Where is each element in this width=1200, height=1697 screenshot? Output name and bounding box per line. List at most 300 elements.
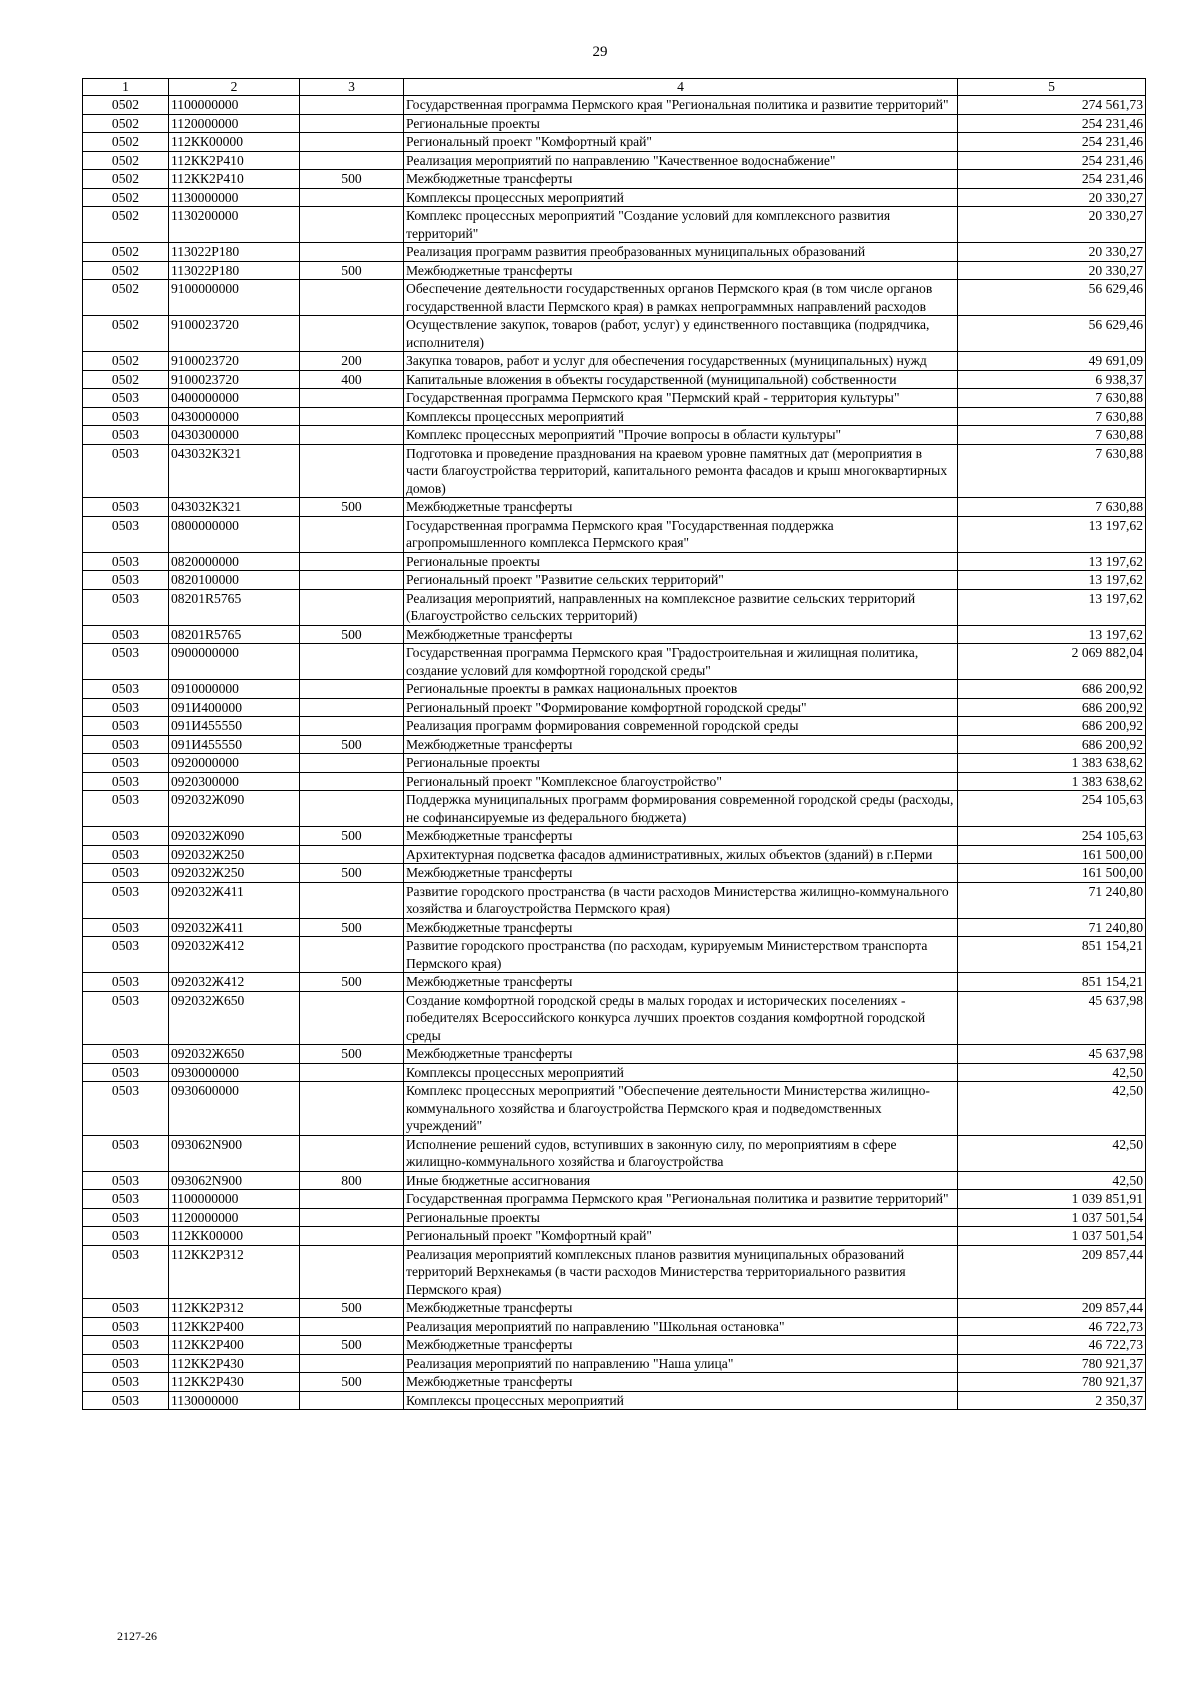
cell-description: Межбюджетные трансферты [404, 1373, 958, 1392]
cell-target-article: 0920000000 [169, 754, 300, 773]
table-row [83, 444, 1146, 498]
cell-expense-type: 500 [300, 261, 404, 280]
cell-amount: 49 691,09 [958, 352, 1146, 371]
cell-target-article: 112КК2Р400 [169, 1336, 300, 1355]
cell-target-article: 0900000000 [169, 644, 300, 680]
cell-expense-type: 500 [300, 1045, 404, 1064]
cell-amount: 42,50 [958, 1135, 1146, 1171]
cell-section: 0503 [83, 845, 169, 864]
cell-section: 0503 [83, 426, 169, 445]
cell-amount: 1 383 638,62 [958, 754, 1146, 773]
cell-amount: 56 629,46 [958, 316, 1146, 352]
table-row [83, 680, 1146, 699]
table-row [83, 1227, 1146, 1246]
cell-amount: 56 629,46 [958, 280, 1146, 316]
cell-section: 0503 [83, 1135, 169, 1171]
cell-section: 0503 [83, 516, 169, 552]
cell-expense-type [300, 1208, 404, 1227]
cell-section: 0503 [83, 698, 169, 717]
cell-section: 0503 [83, 1045, 169, 1064]
cell-description: Реализация мероприятий по направлению "Наша улица" [404, 1354, 958, 1373]
cell-section: 0502 [83, 370, 169, 389]
cell-expense-type [300, 1063, 404, 1082]
cell-amount: 71 240,80 [958, 882, 1146, 918]
cell-section: 0503 [83, 444, 169, 498]
cell-description: Межбюджетные трансферты [404, 625, 958, 644]
cell-target-article: 091И400000 [169, 698, 300, 717]
cell-expense-type [300, 1227, 404, 1246]
budget-table [82, 78, 1146, 1410]
cell-description: Архитектурная подсветка фасадов административных, жилых объектов (зданий) в г.Перми [404, 845, 958, 864]
cell-section: 0503 [83, 754, 169, 773]
cell-section: 0503 [83, 1373, 169, 1392]
cell-amount: 254 105,63 [958, 827, 1146, 846]
cell-amount: 13 197,62 [958, 625, 1146, 644]
cell-description: Реализация мероприятий, направленных на комплексное развитие сельских территорий (Благоустройство сельских территорий) [404, 589, 958, 625]
cell-section: 0503 [83, 1391, 169, 1410]
column-header-section: 1 [83, 79, 169, 96]
cell-expense-type [300, 937, 404, 973]
cell-description: Региональный проект "Комплексное благоустройство" [404, 772, 958, 791]
cell-description: Межбюджетные трансферты [404, 1336, 958, 1355]
cell-target-article: 112КК2Р430 [169, 1373, 300, 1392]
table-row [83, 1354, 1146, 1373]
cell-amount: 13 197,62 [958, 589, 1146, 625]
cell-target-article: 092032Ж412 [169, 973, 300, 992]
cell-section: 0502 [83, 207, 169, 243]
cell-expense-type [300, 407, 404, 426]
cell-section: 0503 [83, 791, 169, 827]
cell-section: 0503 [83, 882, 169, 918]
cell-target-article: 112КК2Р410 [169, 151, 300, 170]
cell-section: 0503 [83, 1336, 169, 1355]
cell-section: 0503 [83, 1082, 169, 1136]
cell-amount: 7 630,88 [958, 498, 1146, 517]
cell-target-article: 1100000000 [169, 96, 300, 115]
cell-target-article: 092032Ж412 [169, 937, 300, 973]
cell-expense-type [300, 1354, 404, 1373]
cell-target-article: 112КК2Р312 [169, 1299, 300, 1318]
cell-amount: 686 200,92 [958, 735, 1146, 754]
cell-expense-type [300, 680, 404, 699]
cell-amount: 686 200,92 [958, 698, 1146, 717]
cell-description: Капитальные вложения в объекты государственной (муниципальной) собственности [404, 370, 958, 389]
cell-description: Государственная программа Пермского края "Пермский край - территория культуры" [404, 389, 958, 408]
cell-amount: 1 039 851,91 [958, 1190, 1146, 1209]
column-header-target-article: 2 [169, 79, 300, 96]
cell-description: Комплекс процессных мероприятий "Прочие вопросы в области культуры" [404, 426, 958, 445]
table-row [83, 243, 1146, 262]
cell-expense-type [300, 644, 404, 680]
cell-expense-type [300, 754, 404, 773]
table-row [83, 1190, 1146, 1209]
cell-section: 0502 [83, 188, 169, 207]
column-header-expense-type: 3 [300, 79, 404, 96]
table-row [83, 207, 1146, 243]
cell-section: 0503 [83, 1063, 169, 1082]
cell-target-article: 9100023720 [169, 316, 300, 352]
cell-section: 0503 [83, 735, 169, 754]
cell-amount: 13 197,62 [958, 571, 1146, 590]
column-header-description: 4 [404, 79, 958, 96]
table-row [83, 644, 1146, 680]
cell-section: 0502 [83, 114, 169, 133]
cell-target-article: 092032Ж250 [169, 845, 300, 864]
cell-target-article: 0930600000 [169, 1082, 300, 1136]
cell-target-article: 092032Ж250 [169, 864, 300, 883]
cell-expense-type [300, 188, 404, 207]
table-row [83, 864, 1146, 883]
cell-expense-type [300, 552, 404, 571]
cell-section: 0502 [83, 133, 169, 152]
cell-amount: 42,50 [958, 1082, 1146, 1136]
cell-amount: 42,50 [958, 1063, 1146, 1082]
cell-section: 0503 [83, 864, 169, 883]
cell-amount: 42,50 [958, 1171, 1146, 1190]
table-row [83, 261, 1146, 280]
cell-target-article: 9100023720 [169, 370, 300, 389]
cell-expense-type [300, 1082, 404, 1136]
cell-expense-type: 500 [300, 1299, 404, 1318]
cell-expense-type: 800 [300, 1171, 404, 1190]
cell-expense-type [300, 151, 404, 170]
cell-section: 0503 [83, 407, 169, 426]
cell-description: Государственная программа Пермского края "Региональная политика и развитие территорий" [404, 96, 958, 115]
table-row [83, 918, 1146, 937]
table-row [83, 1336, 1146, 1355]
cell-amount: 254 231,46 [958, 114, 1146, 133]
cell-amount: 254 105,63 [958, 791, 1146, 827]
cell-amount: 780 921,37 [958, 1373, 1146, 1392]
cell-target-article: 1130200000 [169, 207, 300, 243]
table-row [83, 589, 1146, 625]
cell-section: 0502 [83, 243, 169, 262]
cell-expense-type [300, 133, 404, 152]
cell-description: Межбюджетные трансферты [404, 1045, 958, 1064]
cell-amount: 20 330,27 [958, 261, 1146, 280]
cell-expense-type [300, 114, 404, 133]
table-row [83, 498, 1146, 517]
cell-description: Комплексы процессных мероприятий [404, 1063, 958, 1082]
cell-expense-type [300, 1391, 404, 1410]
cell-description: Комплексы процессных мероприятий [404, 1391, 958, 1410]
cell-description: Региональные проекты в рамках национальных проектов [404, 680, 958, 699]
cell-description: Комплексы процессных мероприятий [404, 188, 958, 207]
cell-amount: 46 722,73 [958, 1317, 1146, 1336]
cell-description: Поддержка муниципальных программ формирования современной городской среды (расходы, не софинансируемые из федерального бюджета) [404, 791, 958, 827]
cell-section: 0503 [83, 772, 169, 791]
cell-target-article: 112КК2Р400 [169, 1317, 300, 1336]
cell-target-article: 043032К321 [169, 444, 300, 498]
cell-amount: 46 722,73 [958, 1336, 1146, 1355]
cell-expense-type [300, 717, 404, 736]
table-row [83, 882, 1146, 918]
cell-target-article: 0820100000 [169, 571, 300, 590]
cell-target-article: 9100023720 [169, 352, 300, 371]
table-row [83, 1135, 1146, 1171]
cell-target-article: 0430000000 [169, 407, 300, 426]
cell-expense-type [300, 516, 404, 552]
cell-section: 0503 [83, 717, 169, 736]
cell-section: 0503 [83, 1227, 169, 1246]
table-row [83, 1045, 1146, 1064]
cell-target-article: 1130000000 [169, 1391, 300, 1410]
cell-section: 0503 [83, 680, 169, 699]
cell-expense-type [300, 882, 404, 918]
cell-target-article: 093062N900 [169, 1171, 300, 1190]
cell-expense-type [300, 243, 404, 262]
cell-target-article: 113022Р180 [169, 261, 300, 280]
table-row [83, 1317, 1146, 1336]
cell-target-article: 1130000000 [169, 188, 300, 207]
cell-expense-type: 500 [300, 864, 404, 883]
cell-description: Региональный проект "Комфортный край" [404, 133, 958, 152]
cell-target-article: 1120000000 [169, 114, 300, 133]
cell-expense-type [300, 1245, 404, 1299]
cell-target-article: 0430300000 [169, 426, 300, 445]
table-row [83, 1171, 1146, 1190]
cell-expense-type [300, 845, 404, 864]
cell-target-article: 1100000000 [169, 1190, 300, 1209]
table-row [83, 389, 1146, 408]
cell-amount: 20 330,27 [958, 243, 1146, 262]
cell-description: Межбюджетные трансферты [404, 864, 958, 883]
table-row [83, 280, 1146, 316]
table-row [83, 845, 1146, 864]
cell-target-article: 092032Ж411 [169, 918, 300, 937]
cell-amount: 7 630,88 [958, 444, 1146, 498]
cell-amount: 254 231,46 [958, 133, 1146, 152]
cell-section: 0503 [83, 918, 169, 937]
cell-description: Региональный проект "Формирование комфортной городской среды" [404, 698, 958, 717]
cell-expense-type: 500 [300, 973, 404, 992]
table-row [83, 407, 1146, 426]
cell-expense-type: 500 [300, 827, 404, 846]
cell-amount: 2 350,37 [958, 1391, 1146, 1410]
cell-section: 0503 [83, 571, 169, 590]
cell-expense-type [300, 772, 404, 791]
table-row [83, 516, 1146, 552]
column-header-amount: 5 [958, 79, 1146, 96]
cell-expense-type [300, 96, 404, 115]
cell-target-article: 0920300000 [169, 772, 300, 791]
cell-amount: 274 561,73 [958, 96, 1146, 115]
cell-description: Создание комфортной городской среды в малых городах и исторических поселениях - победителях Всероссийского конкурса лучших проектов создания комфортной городской среды [404, 991, 958, 1045]
cell-description: Межбюджетные трансферты [404, 170, 958, 189]
cell-description: Осуществление закупок, товаров (работ, услуг) у единственного поставщика (подрядчика, исполнителя) [404, 316, 958, 352]
cell-amount: 71 240,80 [958, 918, 1146, 937]
table-row [83, 426, 1146, 445]
cell-description: Закупка товаров, работ и услуг для обеспечения государственных (муниципальных) нужд [404, 352, 958, 371]
table-row [83, 973, 1146, 992]
cell-description: Региональный проект "Комфортный край" [404, 1227, 958, 1246]
table-header-row [83, 79, 1146, 96]
cell-section: 0503 [83, 973, 169, 992]
cell-target-article: 112КК2Р312 [169, 1245, 300, 1299]
cell-amount: 254 231,46 [958, 151, 1146, 170]
cell-expense-type: 500 [300, 735, 404, 754]
cell-section: 0502 [83, 352, 169, 371]
table-row [83, 1373, 1146, 1392]
table-row [83, 937, 1146, 973]
cell-target-article: 091И455550 [169, 735, 300, 754]
cell-section: 0502 [83, 316, 169, 352]
cell-description: Подготовка и проведение празднования на краевом уровне памятных дат (мероприятия в части благоустройства территорий, капитального ремонта фасадов и крыш многоквартирных домов) [404, 444, 958, 498]
cell-amount: 7 630,88 [958, 426, 1146, 445]
cell-target-article: 092032Ж650 [169, 991, 300, 1045]
table-row [83, 316, 1146, 352]
cell-expense-type [300, 589, 404, 625]
table-row [83, 827, 1146, 846]
cell-section: 0503 [83, 1317, 169, 1336]
cell-description: Исполнение решений судов, вступивших в законную силу, по мероприятиям в сфере жилищно-коммунального хозяйства и благоустройства [404, 1135, 958, 1171]
cell-expense-type [300, 1190, 404, 1209]
cell-expense-type: 500 [300, 1336, 404, 1355]
cell-description: Межбюджетные трансферты [404, 735, 958, 754]
cell-target-article: 091И455550 [169, 717, 300, 736]
cell-expense-type [300, 571, 404, 590]
table-row [83, 1391, 1146, 1410]
cell-target-article: 112КК00000 [169, 1227, 300, 1246]
cell-amount: 209 857,44 [958, 1299, 1146, 1318]
cell-expense-type: 500 [300, 625, 404, 644]
table-row [83, 370, 1146, 389]
cell-description: Комплекс процессных мероприятий "Создание условий для комплексного развития территорий" [404, 207, 958, 243]
cell-amount: 7 630,88 [958, 389, 1146, 408]
table-row [83, 1245, 1146, 1299]
cell-amount: 161 500,00 [958, 845, 1146, 864]
page-number: 29 [592, 44, 608, 60]
cell-amount: 45 637,98 [958, 1045, 1146, 1064]
cell-amount: 254 231,46 [958, 170, 1146, 189]
cell-expense-type [300, 791, 404, 827]
cell-amount: 851 154,21 [958, 973, 1146, 992]
cell-section: 0503 [83, 552, 169, 571]
cell-target-article: 092032Ж090 [169, 827, 300, 846]
cell-target-article: 093062N900 [169, 1135, 300, 1171]
table-row [83, 1082, 1146, 1136]
cell-description: Государственная программа Пермского края "Региональная политика и развитие территорий" [404, 1190, 958, 1209]
cell-description: Региональный проект "Развитие сельских территорий" [404, 571, 958, 590]
table-row [83, 552, 1146, 571]
cell-section: 0502 [83, 151, 169, 170]
table-row [83, 571, 1146, 590]
table-row [83, 754, 1146, 773]
cell-expense-type [300, 207, 404, 243]
cell-target-article: 0820000000 [169, 552, 300, 571]
cell-section: 0503 [83, 1245, 169, 1299]
cell-amount: 1 037 501,54 [958, 1227, 1146, 1246]
cell-description: Межбюджетные трансферты [404, 973, 958, 992]
table-body [83, 96, 1146, 1410]
cell-description: Межбюджетные трансферты [404, 498, 958, 517]
cell-description: Реализация программ формирования современной городской среды [404, 717, 958, 736]
table-row [83, 188, 1146, 207]
cell-description: Реализация программ развития преобразованных муниципальных образований [404, 243, 958, 262]
cell-amount: 1 383 638,62 [958, 772, 1146, 791]
cell-section: 0502 [83, 280, 169, 316]
table-row [83, 1208, 1146, 1227]
cell-amount: 13 197,62 [958, 552, 1146, 571]
cell-target-article: 1120000000 [169, 1208, 300, 1227]
cell-target-article: 112КК2Р430 [169, 1354, 300, 1373]
cell-amount: 161 500,00 [958, 864, 1146, 883]
table-row [83, 133, 1146, 152]
cell-target-article: 043032К321 [169, 498, 300, 517]
cell-description: Межбюджетные трансферты [404, 918, 958, 937]
cell-amount: 7 630,88 [958, 407, 1146, 426]
cell-section: 0503 [83, 589, 169, 625]
cell-section: 0503 [83, 1171, 169, 1190]
cell-amount: 686 200,92 [958, 717, 1146, 736]
cell-section: 0503 [83, 389, 169, 408]
cell-target-article: 0400000000 [169, 389, 300, 408]
table-row [83, 114, 1146, 133]
cell-section: 0503 [83, 1190, 169, 1209]
table-row [83, 717, 1146, 736]
table-row [83, 170, 1146, 189]
cell-amount: 780 921,37 [958, 1354, 1146, 1373]
cell-target-article: 08201R5765 [169, 589, 300, 625]
cell-amount: 45 637,98 [958, 991, 1146, 1045]
cell-expense-type: 500 [300, 1373, 404, 1392]
cell-expense-type [300, 444, 404, 498]
table-row [83, 352, 1146, 371]
cell-expense-type: 200 [300, 352, 404, 371]
cell-target-article: 08201R5765 [169, 625, 300, 644]
table-row [83, 1063, 1146, 1082]
cell-target-article: 113022Р180 [169, 243, 300, 262]
cell-amount: 20 330,27 [958, 188, 1146, 207]
cell-section: 0502 [83, 96, 169, 115]
cell-amount: 13 197,62 [958, 516, 1146, 552]
cell-expense-type: 500 [300, 918, 404, 937]
cell-description: Развитие городского пространства (по расходам, курируемым Министерством транспорта Пермского края) [404, 937, 958, 973]
cell-section: 0503 [83, 827, 169, 846]
table-row [83, 991, 1146, 1045]
cell-expense-type [300, 316, 404, 352]
cell-amount: 686 200,92 [958, 680, 1146, 699]
cell-amount: 20 330,27 [958, 207, 1146, 243]
cell-target-article: 092032Ж411 [169, 882, 300, 918]
cell-target-article: 0930000000 [169, 1063, 300, 1082]
table-row [83, 625, 1146, 644]
table-row [83, 791, 1146, 827]
cell-target-article: 0800000000 [169, 516, 300, 552]
cell-section: 0503 [83, 991, 169, 1045]
table-row [83, 772, 1146, 791]
cell-description: Региональные проекты [404, 754, 958, 773]
cell-description: Межбюджетные трансферты [404, 1299, 958, 1318]
cell-expense-type [300, 1135, 404, 1171]
cell-description: Развитие городского пространства (в части расходов Министерства жилищно-коммунального хозяйства и благоустройства Пермского края) [404, 882, 958, 918]
cell-description: Комплекс процессных мероприятий "Обеспечение деятельности Министерства жилищно-коммунального хозяйства и благоустройства Пермского края и подведомственных учреждений" [404, 1082, 958, 1136]
table-row [83, 96, 1146, 115]
table-row [83, 735, 1146, 754]
cell-amount: 209 857,44 [958, 1245, 1146, 1299]
cell-section: 0503 [83, 1208, 169, 1227]
cell-description: Комплексы процессных мероприятий [404, 407, 958, 426]
cell-section: 0503 [83, 1299, 169, 1318]
cell-description: Региональные проекты [404, 552, 958, 571]
cell-section: 0502 [83, 170, 169, 189]
cell-description: Обеспечение деятельности государственных органов Пермского края (в том числе органов государственной власти Пермского края) в рамках непрограммных направлений расходов [404, 280, 958, 316]
cell-section: 0503 [83, 1354, 169, 1373]
cell-amount: 2 069 882,04 [958, 644, 1146, 680]
cell-amount: 6 938,37 [958, 370, 1146, 389]
cell-target-article: 092032Ж650 [169, 1045, 300, 1064]
cell-description: Иные бюджетные ассигнования [404, 1171, 958, 1190]
